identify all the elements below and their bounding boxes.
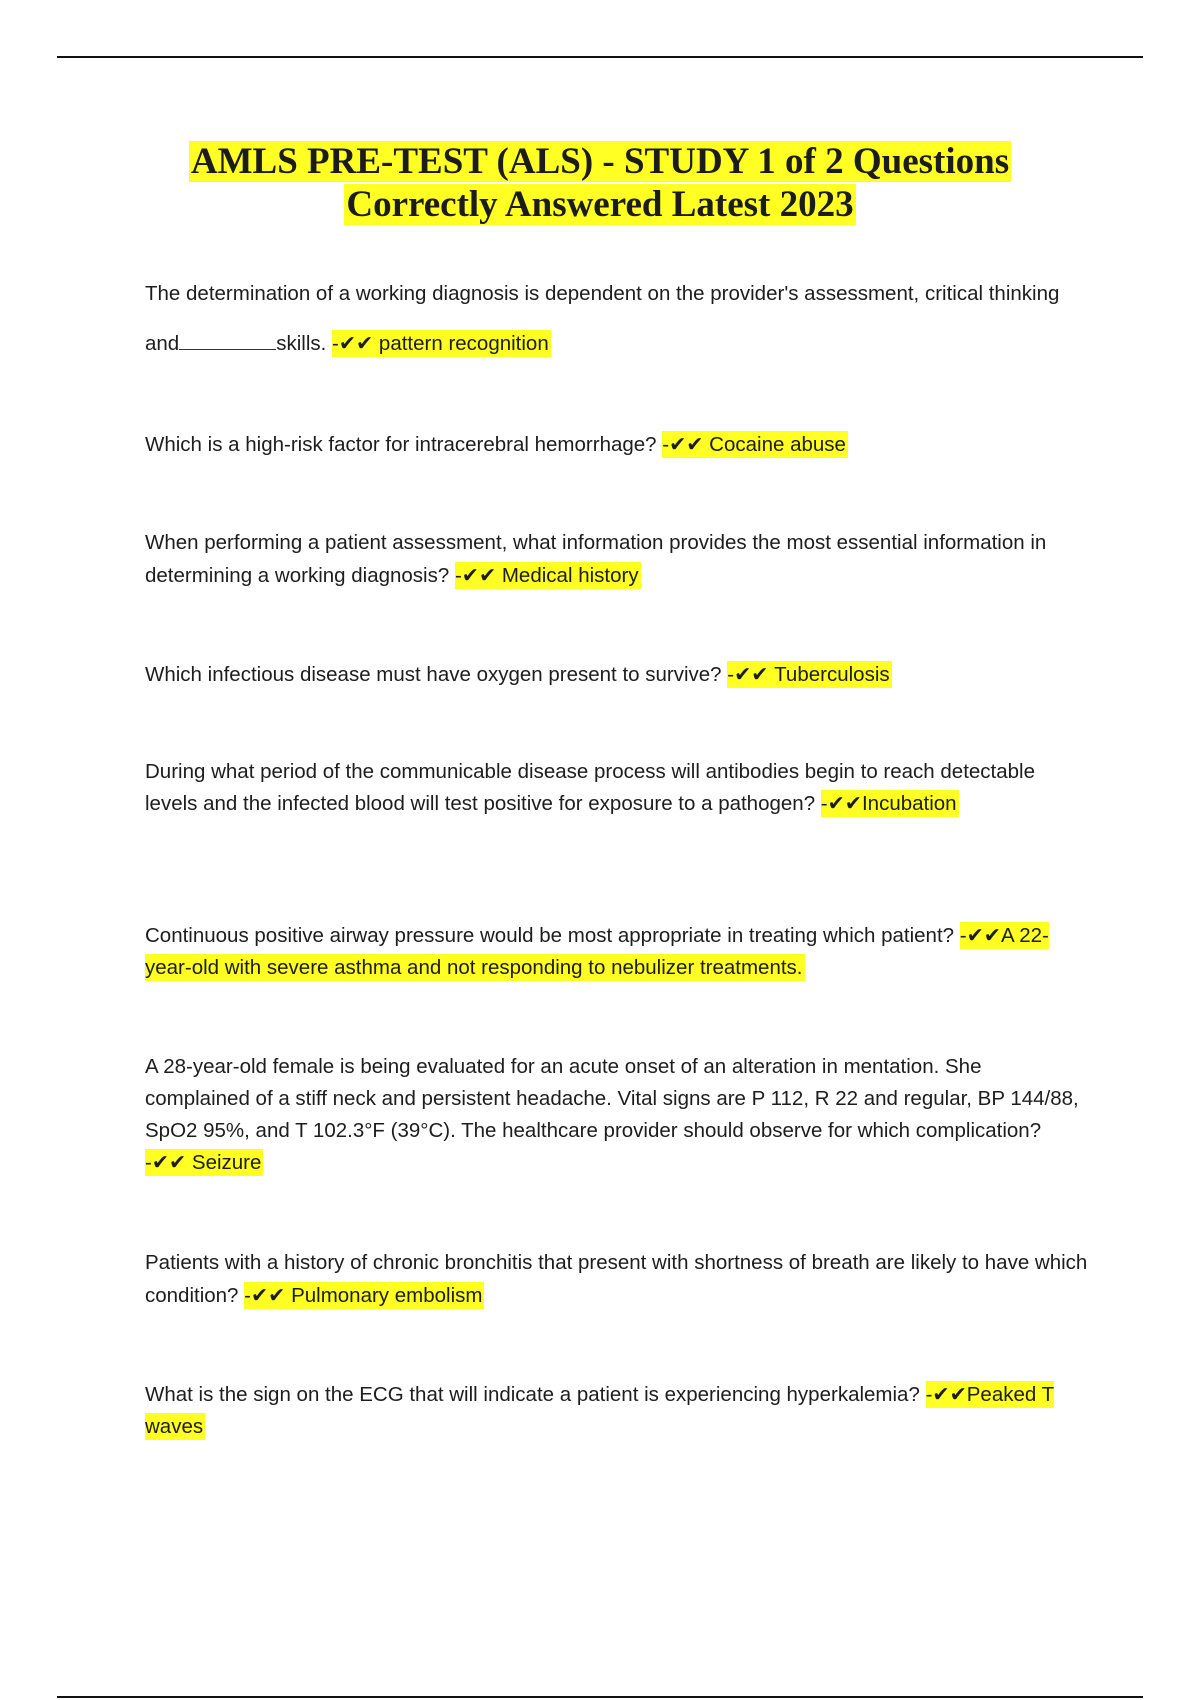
- answer-check-icon: -✔✔: [244, 1284, 286, 1307]
- answer-check-icon: -✔✔: [959, 924, 1001, 947]
- question-text: Which is a high-risk factor for intracerebral hemorrhage?: [145, 433, 657, 456]
- title-line-1: AMLS PRE-TEST (ALS) - STUDY 1 of 2 Questions: [190, 141, 1010, 182]
- answer-text: Tuberculosis: [768, 661, 891, 688]
- qa-item-5: [145, 756, 1090, 820]
- question-text: Patients with a history of chronic bronchitis that present with shortness of breath are likely to have which condition?: [145, 1251, 1088, 1307]
- bottom-divider: [57, 1696, 1143, 1698]
- question-text: Continuous positive airway pressure would be most appropriate in treating which patient?: [145, 924, 955, 947]
- question-text: Which infectious disease must have oxygen present to survive?: [145, 663, 722, 686]
- answer-check-icon: -✔✔: [662, 433, 704, 456]
- question-text: What is the sign on the ECG that will indicate a patient is experiencing hyperkalemia?: [145, 1383, 920, 1406]
- answer-text: Incubation: [861, 792, 957, 815]
- qa-item-6: [145, 920, 1090, 984]
- qa-item-2: [145, 428, 1090, 461]
- question-text: When performing a patient assessment, what information provides the most essential information in determining a working diagnosis?: [145, 531, 1047, 587]
- answer-text: pattern recognition: [373, 330, 551, 357]
- qa-item-1: [145, 269, 1090, 369]
- answer-text: A 22-year-old with severe asthma and not responding to nebulizer treatments.: [145, 924, 1049, 979]
- document-title: [100, 140, 1100, 226]
- answer-check-icon: -✔✔: [145, 1151, 187, 1174]
- answer-text: Peaked T waves: [145, 1383, 1054, 1438]
- qa-item-7: [145, 1051, 1090, 1179]
- answer-check-icon: -✔✔: [925, 1383, 967, 1406]
- question-text: The determination of a working diagnosis is dependent on the provider's assessment, critical thinking and: [145, 282, 1060, 355]
- qa-item-8: [145, 1246, 1090, 1312]
- answer-check-icon: -✔✔: [332, 332, 374, 355]
- answer-text: Medical history: [496, 562, 640, 589]
- answer-text: Cocaine abuse: [703, 431, 847, 458]
- fill-in-blank: [179, 348, 276, 350]
- answer-check-icon: -✔✔: [820, 792, 862, 815]
- answer-text: Seizure: [186, 1149, 263, 1176]
- question-text: During what period of the communicable disease process will antibodies begin to reach detectable levels and the infected blood will test positive for exposure to a pathogen?: [145, 760, 1035, 815]
- answer-check-icon: -✔✔: [727, 663, 769, 686]
- question-text-end: skills.: [276, 332, 327, 355]
- question-text: A 28-year-old female is being evaluated for an acute onset of an alteration in mentation. She complained of a stiff neck and persistent headache. Vital signs are P 112, R 22 and regular, BP 144/88, SpO2 95%, and T 102.3°F (39°C). The healthcare provider should observe for which complication?: [145, 1055, 1079, 1142]
- answer-check-icon: -✔✔: [454, 564, 497, 587]
- top-divider: [57, 56, 1143, 58]
- qa-item-3: [145, 526, 1090, 592]
- qa-item-4: [145, 658, 1090, 691]
- qa-item-9: [145, 1379, 1090, 1443]
- answer-text: Pulmonary embolism: [285, 1282, 484, 1309]
- title-line-2: Correctly Answered Latest 2023: [346, 184, 854, 225]
